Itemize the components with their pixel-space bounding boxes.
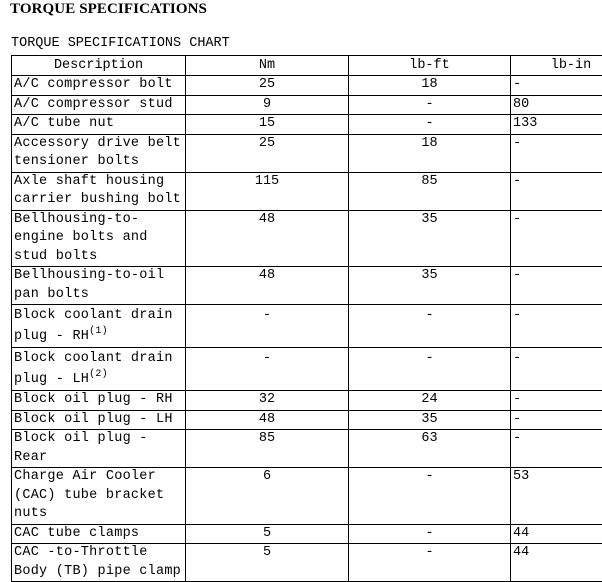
lb-ft-cell: - <box>349 524 511 544</box>
lb-ft-cell: 35 <box>349 267 511 305</box>
lb-ft-cell: 85 <box>349 172 511 210</box>
nm-cell: 5 <box>186 544 349 582</box>
lb-in-cell: - <box>511 348 602 391</box>
table-row <box>12 348 602 391</box>
description-cell: Block oil plug - LH <box>12 410 186 430</box>
description-cell: CAC tube clamps <box>12 524 186 544</box>
nm-cell: 6 <box>186 468 349 525</box>
table-row <box>12 115 602 135</box>
table-header-row <box>12 56 602 76</box>
table-row <box>12 410 602 430</box>
table-row <box>12 76 602 96</box>
lb-in-cell: - <box>511 430 602 468</box>
nm-cell: 48 <box>186 267 349 305</box>
table-row <box>12 468 602 525</box>
lb-in-cell: 44 <box>511 544 602 582</box>
lb-ft-cell: 35 <box>349 210 511 267</box>
lb-in-cell: - <box>511 210 602 267</box>
lb-in-cell: 44 <box>511 524 602 544</box>
lb-in-cell: 133 <box>511 115 602 135</box>
table-row <box>12 430 602 468</box>
nm-cell: 9 <box>186 95 349 115</box>
column-header-description: Description <box>12 56 186 76</box>
lb-in-cell: 53 <box>511 468 602 525</box>
lb-in-cell: 80 <box>511 95 602 115</box>
description-cell: Bellhousing-to-oil pan bolts <box>12 267 186 305</box>
lb-ft-cell: 35 <box>349 410 511 430</box>
lb-in-cell: - <box>511 172 602 210</box>
nm-cell: 25 <box>186 76 349 96</box>
table-row <box>12 172 602 210</box>
chart-caption: TORQUE SPECIFICATIONS CHART <box>11 36 230 52</box>
lb-ft-cell: - <box>349 115 511 135</box>
description-cell: Charge Air Cooler (CAC) tube bracket nuts <box>12 468 186 525</box>
lb-in-cell: - <box>511 134 602 172</box>
table-row <box>12 391 602 411</box>
nm-cell: 25 <box>186 134 349 172</box>
description-cell: Block oil plug - Rear <box>12 430 186 468</box>
column-header-lb-in: lb-in <box>511 56 602 76</box>
lb-ft-cell: 18 <box>349 76 511 96</box>
footnote-marker: (1) <box>89 326 108 337</box>
lb-ft-cell: - <box>349 544 511 582</box>
nm-cell: - <box>186 305 349 348</box>
description-cell: A/C compressor bolt <box>12 76 186 96</box>
description-cell: Block coolant drain plug - RH$^{(1)}$ <box>12 305 186 348</box>
lb-ft-cell: 24 <box>349 391 511 411</box>
table-row <box>12 305 602 348</box>
description-cell: Block coolant drain plug - LH$^{(2)}$ <box>12 348 186 391</box>
column-header-nm: Nm <box>186 56 349 76</box>
table-row <box>12 210 602 267</box>
page-heading: TORQUE SPECIFICATIONS <box>10 0 207 18</box>
nm-cell: 48 <box>186 410 349 430</box>
description-cell: CAC -to-Throttle Body (TB) pipe clamp <box>12 544 186 582</box>
lb-in-cell: - <box>511 391 602 411</box>
description-cell: Axle shaft housing carrier bushing bolt <box>12 172 186 210</box>
nm-cell: 32 <box>186 391 349 411</box>
nm-cell: 115 <box>186 172 349 210</box>
lb-ft-cell: - <box>349 305 511 348</box>
description-cell: Bellhousing-to-engine bolts and stud bolts <box>12 210 186 267</box>
table-row <box>12 544 602 582</box>
nm-cell: - <box>186 348 349 391</box>
table-row <box>12 524 602 544</box>
footnote-marker: (2) <box>89 369 108 380</box>
lb-ft-cell: 18 <box>349 134 511 172</box>
description-cell: Block oil plug - RH <box>12 391 186 411</box>
lb-in-cell: - <box>511 305 602 348</box>
nm-cell: 85 <box>186 430 349 468</box>
column-header-lb-ft: lb-ft <box>349 56 511 76</box>
lb-ft-cell: - <box>349 348 511 391</box>
table-row <box>12 134 602 172</box>
torque-specifications-table <box>11 55 602 582</box>
lb-in-cell: - <box>511 267 602 305</box>
description-cell: A/C tube nut <box>12 115 186 135</box>
nm-cell: 48 <box>186 210 349 267</box>
lb-ft-cell: - <box>349 468 511 525</box>
table-row <box>12 95 602 115</box>
description-cell: Accessory drive belt tensioner bolts <box>12 134 186 172</box>
table-row <box>12 267 602 305</box>
description-cell: A/C compressor stud <box>12 95 186 115</box>
lb-ft-cell: 63 <box>349 430 511 468</box>
lb-in-cell: - <box>511 76 602 96</box>
lb-in-cell: - <box>511 410 602 430</box>
nm-cell: 15 <box>186 115 349 135</box>
lb-ft-cell: - <box>349 95 511 115</box>
nm-cell: 5 <box>186 524 349 544</box>
